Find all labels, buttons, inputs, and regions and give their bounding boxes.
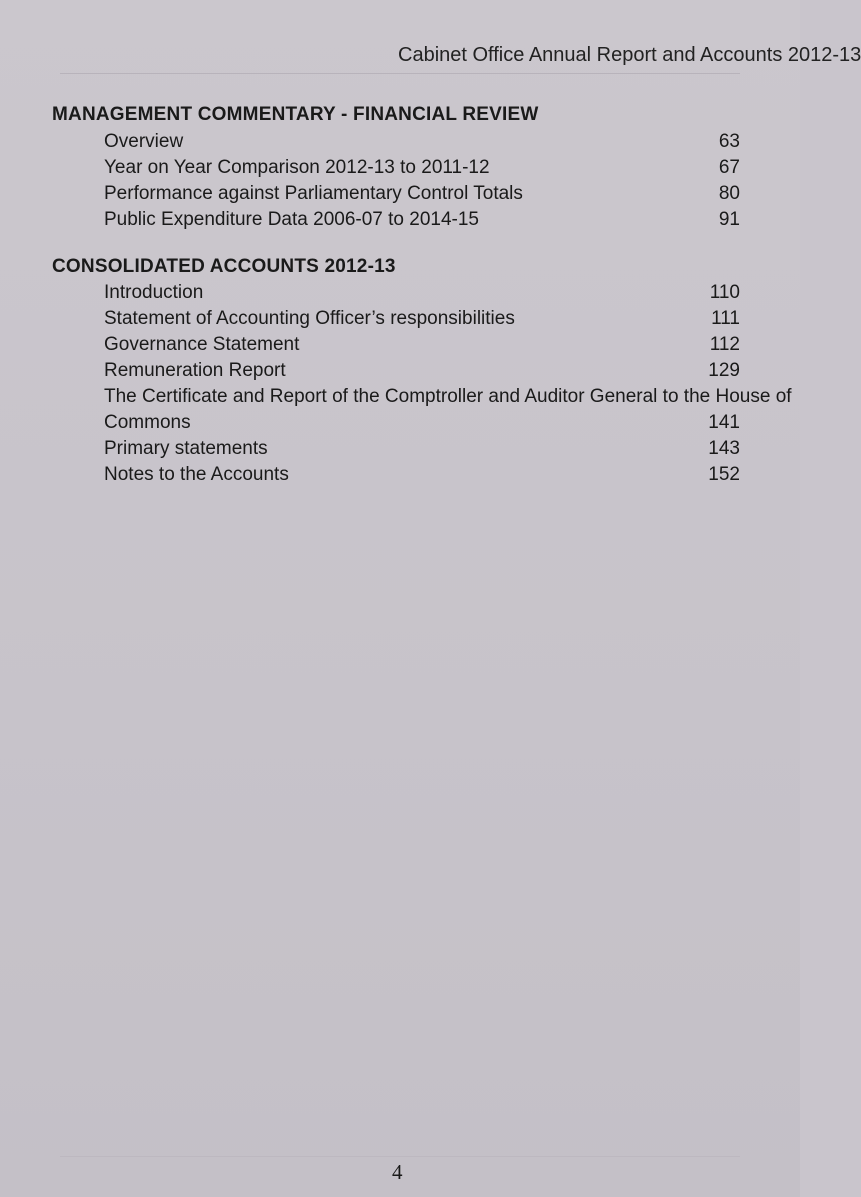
toc-entry-title: Notes to the Accounts xyxy=(104,464,289,485)
toc-entry xyxy=(104,386,792,412)
toc-entry-title: Overview xyxy=(104,131,184,152)
toc-entry-page: 129 xyxy=(708,360,740,381)
footer-rule xyxy=(60,1156,740,1157)
toc-entry xyxy=(104,308,740,334)
toc-entry xyxy=(104,282,740,308)
toc-entry xyxy=(104,438,740,464)
toc-entry-title: Performance against Parliamentary Control Totals xyxy=(104,183,523,204)
toc-entry-title: Statement of Accounting Officer’s responsibilities xyxy=(104,308,515,329)
toc-entry-page: 112 xyxy=(709,334,740,355)
toc-entry-page: 152 xyxy=(708,464,740,485)
toc-entry-page: 80 xyxy=(718,183,740,204)
section-heading-consolidated-accounts: CONSOLIDATED ACCOUNTS 2012-13 xyxy=(52,256,396,277)
toc-entry xyxy=(104,157,740,183)
running-header: Cabinet Office Annual Report and Accounts 2012-13 xyxy=(398,44,861,66)
toc-entry-page: 110 xyxy=(709,282,740,303)
toc-entry-page: 63 xyxy=(718,131,740,152)
toc-entry-title: Primary statements xyxy=(104,438,268,459)
toc-entry xyxy=(104,209,740,235)
page-number: 4 xyxy=(392,1160,403,1184)
toc-entry-title: Governance Statement xyxy=(104,334,300,355)
toc-entry-title: Commons xyxy=(104,412,191,433)
toc-entry xyxy=(104,464,740,490)
toc-entry-title: Year on Year Comparison 2012-13 to 2011-12 xyxy=(104,157,490,178)
toc-entry-page: 111 xyxy=(711,308,740,329)
toc-entry xyxy=(104,334,740,360)
toc-entry-page: 91 xyxy=(718,209,740,230)
toc-entry xyxy=(104,131,740,157)
toc-entry-title: Remuneration Report xyxy=(104,360,286,381)
toc-entry-title: Introduction xyxy=(104,282,204,303)
toc-entry-title: Public Expenditure Data 2006-07 to 2014-15 xyxy=(104,209,479,230)
toc-entry-page: 141 xyxy=(708,412,740,433)
toc-entry xyxy=(104,412,740,438)
toc-entry-page: 143 xyxy=(708,438,740,459)
toc-entry-title: The Certificate and Report of the Comptroller and Auditor General to the House of xyxy=(104,386,792,407)
toc-entry xyxy=(104,360,740,386)
header-rule xyxy=(60,73,740,74)
section-heading-financial-review: MANAGEMENT COMMENTARY - FINANCIAL REVIEW xyxy=(52,104,539,125)
toc-entry-page: 67 xyxy=(718,157,740,178)
toc-entry xyxy=(104,183,740,209)
